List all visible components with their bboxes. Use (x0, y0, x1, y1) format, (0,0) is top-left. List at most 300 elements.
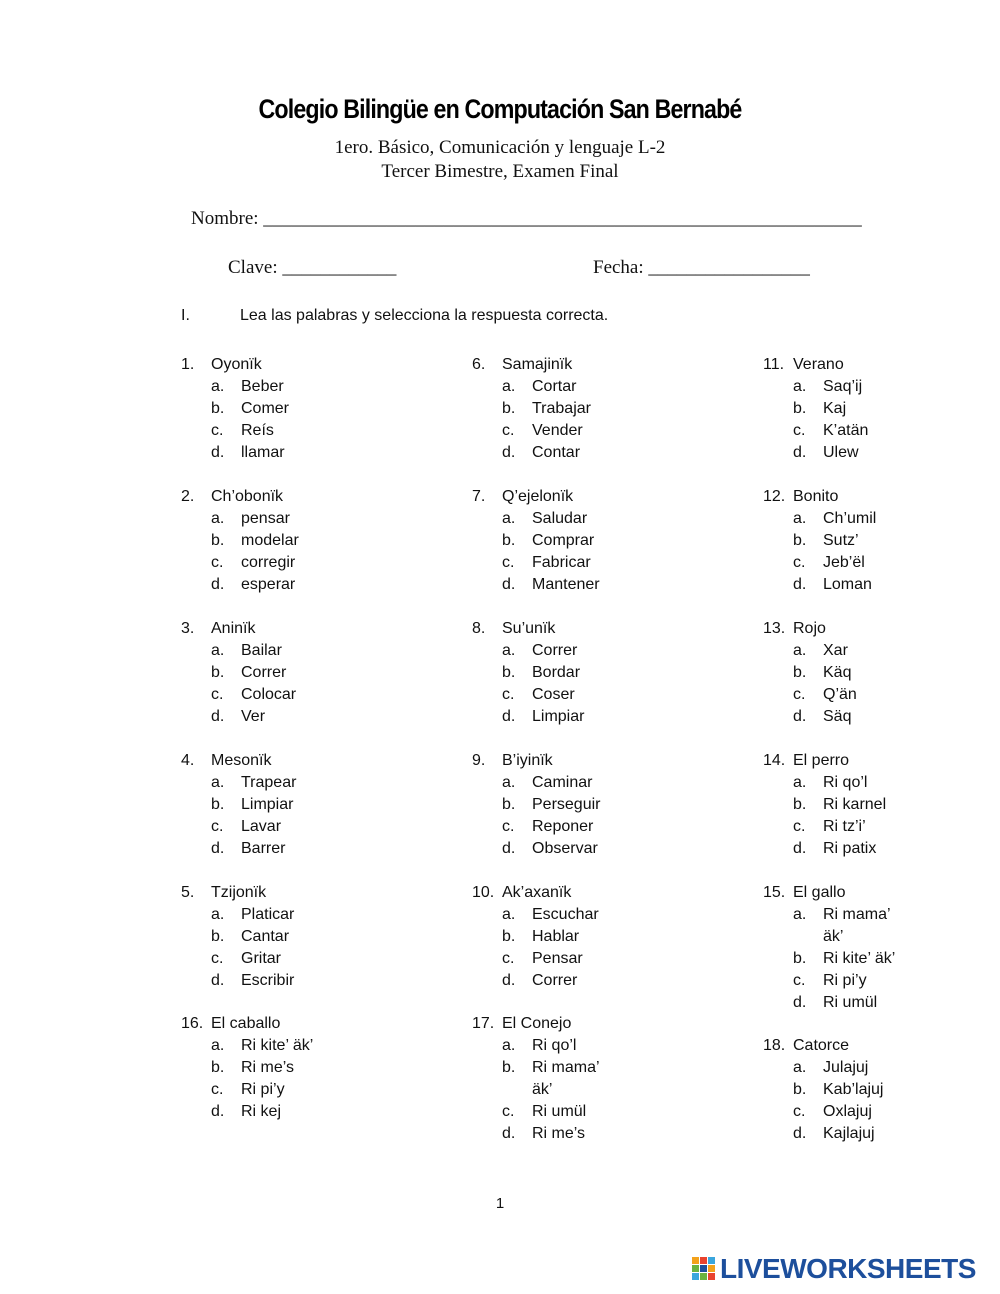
fecha-line[interactable]: _________________ (648, 257, 810, 278)
option-text: Julajuj (823, 1059, 869, 1076)
option-text: Ver (241, 708, 266, 725)
option-text: Säq (823, 708, 852, 725)
fecha-field (593, 257, 810, 279)
answer-option[interactable] (181, 926, 323, 948)
question-block (181, 882, 323, 992)
option-text: Contar (532, 444, 581, 461)
option-letter: d. (793, 1125, 807, 1142)
option-text: Reís (241, 422, 274, 439)
option-text: Ri umül (532, 1103, 587, 1120)
question-word: El gallo (793, 884, 846, 901)
answer-option[interactable] (181, 838, 323, 860)
option-letter: c. (502, 1103, 515, 1120)
answer-option[interactable] (472, 948, 614, 970)
option-text: Fabricar (532, 554, 591, 571)
option-text: Caminar (532, 774, 593, 791)
answer-option[interactable] (181, 684, 323, 706)
option-letter: d. (211, 576, 225, 593)
question-word: Bonito (793, 488, 839, 505)
answer-option[interactable] (763, 1123, 905, 1145)
option-letter: b. (502, 664, 516, 681)
question-row (763, 1035, 905, 1057)
option-letter: c. (793, 686, 806, 703)
answer-option[interactable] (181, 970, 323, 992)
question-number: 16. (181, 1015, 204, 1032)
option-letter: a. (793, 1059, 807, 1076)
question-row (763, 882, 905, 904)
option-text: Perseguir (532, 796, 601, 813)
question-block (472, 882, 614, 992)
answer-option[interactable] (763, 530, 905, 552)
question-word: El caballo (211, 1015, 281, 1032)
option-text: Limpiar (532, 708, 585, 725)
answer-option[interactable] (763, 1101, 905, 1123)
option-letter: d. (793, 994, 807, 1011)
answer-option[interactable] (181, 662, 323, 684)
question-number: 5. (181, 884, 195, 901)
option-letter: c. (793, 554, 806, 571)
answer-option[interactable] (763, 1057, 905, 1079)
answer-option[interactable] (763, 684, 905, 706)
question-number: 8. (472, 620, 486, 637)
answer-option[interactable] (181, 706, 323, 728)
option-letter: d. (211, 444, 225, 461)
option-letter: c. (502, 554, 515, 571)
answer-option[interactable] (181, 772, 323, 794)
question-word: El perro (793, 752, 850, 769)
option-letter: b. (211, 400, 225, 417)
answer-option[interactable] (763, 772, 905, 794)
question-number: 15. (763, 884, 786, 901)
answer-option[interactable] (763, 442, 905, 464)
answer-option[interactable] (472, 574, 614, 596)
option-letter: a. (793, 906, 807, 923)
option-text: modelar (241, 532, 299, 549)
answer-option[interactable] (181, 508, 323, 530)
question-row (181, 486, 323, 508)
option-text: Observar (532, 840, 598, 857)
question-block (181, 486, 323, 596)
liveworksheets-logo (692, 1253, 976, 1285)
answer-option[interactable] (763, 420, 905, 442)
option-letter: d. (793, 708, 807, 725)
question-block (181, 354, 323, 464)
answer-option[interactable] (181, 1079, 323, 1101)
option-letter: b. (502, 400, 516, 417)
option-text: Reponer (532, 818, 594, 835)
question-number: 4. (181, 752, 195, 769)
answer-option[interactable] (181, 794, 323, 816)
option-letter: b. (211, 796, 225, 813)
question-number: 7. (472, 488, 486, 505)
question-number: 9. (472, 752, 486, 769)
option-letter: d. (502, 576, 516, 593)
answer-option[interactable] (181, 442, 323, 464)
option-letter: c. (793, 818, 806, 835)
question-row (181, 1013, 323, 1035)
option-text: Saq’ij (823, 378, 863, 395)
option-text: Ri patix (823, 840, 877, 857)
question-number: 13. (763, 620, 786, 637)
answer-option[interactable] (763, 508, 905, 530)
course-subtitle: 1ero. Básico, Comunicación y lenguaje L-2 (334, 137, 666, 158)
answer-option[interactable] (472, 926, 614, 948)
option-text: Trapear (241, 774, 297, 791)
option-text: Cortar (532, 378, 577, 395)
liveworksheets-logo-icon (692, 1257, 716, 1281)
answer-option[interactable] (472, 662, 614, 684)
option-letter: a. (211, 378, 225, 395)
option-letter: a. (211, 906, 225, 923)
answer-option[interactable] (763, 640, 905, 662)
option-letter: c. (502, 422, 515, 439)
option-letter: c. (502, 950, 515, 967)
answer-option[interactable] (472, 970, 614, 992)
answer-option[interactable] (472, 442, 614, 464)
question-block (181, 750, 323, 860)
answer-option[interactable] (181, 420, 323, 442)
option-letter: c. (793, 1103, 806, 1120)
page-number: 1 (495, 1195, 505, 1212)
answer-option[interactable] (472, 640, 614, 662)
option-text: Ri kite’ äk’ (823, 950, 896, 967)
question-word: Ak’axanïk (502, 884, 572, 901)
option-text: Käq (823, 664, 852, 681)
answer-option[interactable] (472, 398, 614, 420)
question-row (181, 750, 323, 772)
answer-option[interactable] (181, 574, 323, 596)
option-text: Correr (532, 642, 578, 659)
answer-option[interactable] (181, 530, 323, 552)
answer-option[interactable] (763, 1079, 905, 1101)
question-word: Oyonïk (211, 356, 262, 373)
answer-option[interactable] (181, 948, 323, 970)
option-text: Sutz’ (823, 532, 859, 549)
option-letter: d. (211, 840, 225, 857)
question-block (763, 354, 905, 464)
question-number: 18. (763, 1037, 786, 1054)
option-text: Jeb’ël (823, 554, 865, 571)
option-text: Ri qo’l (532, 1037, 577, 1054)
question-word: Tzijonïk (211, 884, 267, 901)
question-number: 12. (763, 488, 786, 505)
option-letter: c. (502, 686, 515, 703)
answer-option[interactable] (472, 420, 614, 442)
answer-option[interactable] (181, 552, 323, 574)
option-text: Ch’umil (823, 510, 877, 527)
nombre-line[interactable]: _______________________________________________________________ (263, 208, 862, 229)
question-block (472, 750, 614, 860)
option-letter: b. (502, 796, 516, 813)
option-letter: c. (211, 422, 224, 439)
option-letter: b. (793, 1081, 807, 1098)
option-text: Barrer (241, 840, 286, 857)
option-text: Correr (532, 972, 578, 989)
answer-option[interactable] (181, 816, 323, 838)
question-word: Aninïk (211, 620, 256, 637)
question-row (472, 354, 614, 376)
option-letter: a. (502, 1037, 516, 1054)
answer-option[interactable] (763, 662, 905, 684)
question-number: 3. (181, 620, 195, 637)
option-letter: b. (211, 1059, 225, 1076)
option-text: Ri mama’ äk’ (823, 906, 890, 945)
option-letter: d. (793, 840, 807, 857)
question-word: Rojo (793, 620, 826, 637)
question-block (472, 1013, 614, 1145)
option-text: Ri pi’y (241, 1081, 285, 1098)
instruction-text: Lea las palabras y selecciona la respuesta correcta. (240, 307, 609, 324)
school-title: Colegio Bilingüe en Computación San Bernabé (258, 94, 742, 124)
question-number: 1. (181, 356, 195, 373)
option-text: Ri kite’ äk’ (241, 1037, 314, 1054)
clave-label: Clave: (228, 257, 278, 278)
option-text: Ri kej (241, 1103, 282, 1120)
option-text: Comer (241, 400, 290, 417)
option-letter: d. (502, 840, 516, 857)
question-number: 11. (763, 356, 785, 373)
question-row (472, 1013, 614, 1035)
question-word: El Conejo (502, 1015, 572, 1032)
option-text: Colocar (241, 686, 297, 703)
option-letter: b. (793, 400, 807, 417)
answer-option[interactable] (763, 376, 905, 398)
instruction-number: I. (181, 307, 190, 324)
option-text: Ri mama’ äk’ (532, 1059, 599, 1098)
option-letter: d. (502, 972, 516, 989)
answer-option[interactable] (763, 948, 905, 970)
question-row (181, 354, 323, 376)
option-letter: a. (793, 510, 807, 527)
option-text: pensar (241, 510, 290, 527)
answer-option[interactable] (763, 816, 905, 838)
question-row (472, 486, 614, 508)
option-letter: c. (211, 950, 224, 967)
option-letter: d. (211, 708, 225, 725)
question-block (181, 618, 323, 728)
option-text: Hablar (532, 928, 580, 945)
option-text: Oxlajuj (823, 1103, 872, 1120)
answer-option[interactable] (472, 816, 614, 838)
option-text: Pensar (532, 950, 583, 967)
answer-option[interactable] (763, 904, 905, 948)
option-text: Kab’lajuj (823, 1081, 884, 1098)
logo-text: LIVEWORKSHEETS (720, 1253, 976, 1284)
answer-option[interactable] (181, 1035, 323, 1057)
answer-option[interactable] (472, 1035, 614, 1057)
option-letter: a. (502, 774, 516, 791)
option-text: Cantar (241, 928, 290, 945)
question-block (763, 618, 905, 728)
option-letter: b. (502, 1059, 516, 1076)
option-letter: d. (211, 972, 225, 989)
option-letter: a. (502, 510, 516, 527)
option-text: Gritar (241, 950, 281, 967)
answer-option[interactable] (181, 640, 323, 662)
question-number: 17. (472, 1015, 495, 1032)
option-letter: a. (793, 774, 807, 791)
answer-option[interactable] (472, 904, 614, 926)
question-row (763, 618, 905, 640)
option-text: Ri umül (823, 994, 878, 1011)
question-word: Catorce (793, 1037, 850, 1054)
answer-option[interactable] (472, 706, 614, 728)
answer-option[interactable] (763, 398, 905, 420)
option-letter: b. (793, 664, 807, 681)
question-block (472, 618, 614, 728)
answer-option[interactable] (763, 574, 905, 596)
answer-option[interactable] (472, 1101, 614, 1123)
answer-option[interactable] (472, 508, 614, 530)
question-block (181, 1013, 323, 1123)
option-text: Kaj (823, 400, 847, 417)
question-number: 14. (763, 752, 786, 769)
question-row (472, 882, 614, 904)
question-word: Su’unïk (502, 620, 556, 637)
answer-option[interactable] (763, 838, 905, 860)
answer-option[interactable] (763, 552, 905, 574)
option-letter: c. (502, 818, 515, 835)
answer-option[interactable] (181, 398, 323, 420)
option-text: Bordar (532, 664, 581, 681)
option-letter: b. (793, 532, 807, 549)
option-letter: d. (502, 1125, 516, 1142)
option-text: Ri karnel (823, 796, 887, 813)
question-number: 6. (472, 356, 486, 373)
question-word: Ch’obonïk (211, 488, 284, 505)
option-letter: a. (211, 642, 225, 659)
answer-option[interactable] (472, 1123, 614, 1145)
answer-option[interactable] (181, 1101, 323, 1123)
clave-field (228, 257, 396, 279)
option-letter: d. (793, 444, 807, 461)
answer-option[interactable] (763, 992, 905, 1014)
answer-option[interactable] (472, 684, 614, 706)
answer-option[interactable] (763, 706, 905, 728)
exam-subtitle: Tercer Bimestre, Examen Final (381, 161, 619, 182)
question-row (472, 750, 614, 772)
option-text: Lavar (241, 818, 282, 835)
option-letter: a. (211, 774, 225, 791)
answer-option[interactable] (763, 970, 905, 992)
option-letter: b. (211, 664, 225, 681)
option-letter: c. (793, 422, 806, 439)
option-letter: d. (211, 1103, 225, 1120)
question-word: B’iyinïk (502, 752, 553, 769)
question-block (472, 354, 614, 464)
answer-option[interactable] (181, 904, 323, 926)
fecha-label: Fecha: (593, 257, 644, 278)
option-text: Mantener (532, 576, 600, 593)
answer-option[interactable] (763, 794, 905, 816)
option-text: Loman (823, 576, 872, 593)
question-number: 10. (472, 884, 495, 901)
answer-option[interactable] (472, 794, 614, 816)
option-letter: b. (793, 796, 807, 813)
option-text: corregir (241, 554, 296, 571)
option-letter: b. (502, 532, 516, 549)
option-text: Beber (241, 378, 284, 395)
question-block (763, 750, 905, 860)
nombre-field (191, 208, 862, 230)
option-letter: c. (211, 686, 224, 703)
option-text: Ri me’s (532, 1125, 586, 1142)
option-text: Limpiar (241, 796, 294, 813)
question-word: Q’ejelonïk (502, 488, 574, 505)
option-text: Platicar (241, 906, 295, 923)
option-text: Saludar (532, 510, 588, 527)
answer-option[interactable] (472, 772, 614, 794)
option-text: Trabajar (532, 400, 591, 417)
question-row (763, 486, 905, 508)
option-text: Ulew (823, 444, 859, 461)
answer-option[interactable] (472, 1057, 614, 1101)
option-text: Ri tz’i’ (823, 818, 866, 835)
question-row (181, 882, 323, 904)
option-text: Ri qo’l (823, 774, 868, 791)
option-letter: c. (211, 818, 224, 835)
option-text: Xar (823, 642, 848, 659)
option-letter: c. (211, 554, 224, 571)
answer-option[interactable] (472, 838, 614, 860)
option-text: Q’än (823, 686, 857, 703)
option-letter: d. (502, 444, 516, 461)
question-row (763, 750, 905, 772)
question-block (763, 1035, 905, 1145)
question-row (472, 618, 614, 640)
answer-option[interactable] (181, 1057, 323, 1079)
question-number: 2. (181, 488, 195, 505)
option-letter: b. (502, 928, 516, 945)
option-letter: a. (211, 1037, 225, 1054)
option-text: llamar (241, 444, 285, 461)
question-word: Samajinïk (502, 356, 573, 373)
option-letter: b. (211, 532, 225, 549)
option-text: Ri pi’y (823, 972, 867, 989)
option-text: Kajlajuj (823, 1125, 875, 1142)
option-letter: b. (793, 950, 807, 967)
option-letter: c. (793, 972, 806, 989)
option-text: Vender (532, 422, 583, 439)
question-word: Verano (793, 356, 844, 373)
option-letter: a. (502, 642, 516, 659)
option-letter: a. (793, 378, 807, 395)
option-text: Escribir (241, 972, 295, 989)
nombre-label: Nombre: (191, 208, 259, 229)
option-letter: a. (211, 510, 225, 527)
question-row (763, 354, 905, 376)
option-text: Escuchar (532, 906, 599, 923)
answer-option[interactable] (472, 530, 614, 552)
answer-option[interactable] (472, 376, 614, 398)
answer-option[interactable] (472, 552, 614, 574)
clave-line[interactable]: ____________ (282, 257, 397, 278)
option-text: Coser (532, 686, 575, 703)
option-letter: a. (502, 378, 516, 395)
question-row (181, 618, 323, 640)
answer-option[interactable] (181, 376, 323, 398)
question-block (763, 882, 905, 1014)
option-text: Correr (241, 664, 287, 681)
option-text: Ri me’s (241, 1059, 295, 1076)
option-text: K’atän (823, 422, 869, 439)
option-text: esperar (241, 576, 296, 593)
option-letter: a. (793, 642, 807, 659)
question-block (763, 486, 905, 596)
option-text: Comprar (532, 532, 595, 549)
option-letter: c. (211, 1081, 224, 1098)
question-word: Mesonïk (211, 752, 272, 769)
